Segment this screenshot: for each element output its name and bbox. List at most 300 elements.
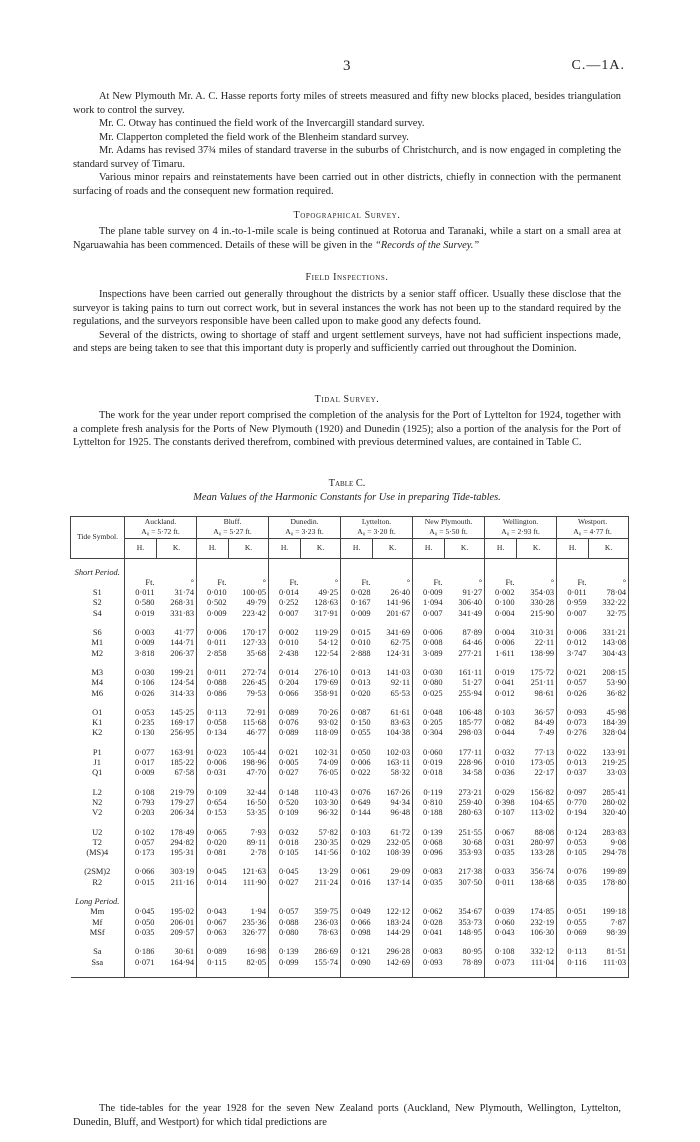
table-row [71, 947, 629, 957]
amplitude-value: 0·069 [567, 927, 587, 937]
footer-section [73, 1102, 621, 1130]
amplitude-value: 0·007 [278, 608, 299, 618]
spacer-cell [229, 739, 269, 748]
phase-value: 46·77 [229, 728, 269, 738]
amplitude-value: 0·081 [206, 848, 227, 858]
tide-symbol: M6 [71, 689, 125, 699]
amplitude-value: 0·055 [567, 917, 587, 927]
phase-value: 358·91 [301, 689, 341, 699]
amplitude-value: 0·113 [207, 707, 227, 717]
spacer-cell [71, 938, 125, 947]
tide-symbol: O1 [71, 708, 125, 718]
amplitude-value: 0·121 [351, 947, 371, 957]
spacer-cell [445, 558, 485, 568]
spacer-cell [71, 739, 125, 748]
tide-symbol: S2 [71, 598, 125, 608]
phase-value: 96·32 [301, 808, 341, 818]
phase-value: 296·28 [373, 947, 413, 957]
amplitude-value: 0·048 [423, 707, 443, 717]
paragraph: At New Plymouth Mr. A. C. Hasse reports forty miles of streets measured and fifty new blocks placed, besides triangulation work to control the survey. [73, 91, 621, 116]
spacer-cell [301, 897, 341, 907]
spacer-cell [589, 619, 629, 628]
amplitude-value: 0·016 [351, 877, 371, 887]
phase-value: 356·74 [517, 867, 557, 877]
amplitude-value: 0·021 [567, 667, 587, 677]
paragraph: Mr. Clapperton completed the field work of the Blenheim standard survey. [99, 131, 409, 143]
phase-value: 61·61 [373, 708, 413, 718]
spacer-cell [557, 779, 589, 788]
station-header [269, 517, 341, 539]
amplitude-value: 0·033 [495, 867, 515, 877]
phase-value: 7·49 [517, 728, 557, 738]
amplitude-value: 0·006 [423, 628, 443, 638]
station-name: Wellington. [502, 517, 539, 526]
unit-degree: ° [229, 578, 269, 588]
amplitude-value: 0·108 [495, 947, 515, 957]
amplitude-value: 0·088 [278, 917, 299, 927]
station-header-row [71, 517, 629, 539]
table-row [71, 638, 629, 648]
phase-value: 104·65 [517, 798, 557, 808]
tide-symbol: MSf [71, 928, 125, 938]
spacer-row [71, 619, 629, 628]
tide-symbol: N2 [71, 798, 125, 808]
phase-value: 163·91 [157, 748, 197, 758]
phase-value: 110·43 [301, 788, 341, 798]
spacer-cell [157, 858, 197, 867]
spacer-cell [269, 739, 301, 748]
amplitude-value: 0·580 [134, 598, 155, 608]
amplitude-value: 0·062 [423, 907, 443, 917]
spacer-cell [197, 558, 229, 568]
amplitude-value: 0·006 [351, 758, 371, 768]
spacer-cell [517, 819, 557, 828]
phase-value: 219·25 [589, 758, 629, 768]
spacer-cell [301, 819, 341, 828]
spacer-cell [125, 938, 157, 947]
unit-ft: Ft. [289, 577, 299, 587]
table-row [71, 867, 629, 877]
spacer-cell [341, 619, 373, 628]
phase-value: 306·40 [445, 598, 485, 608]
amplitude-value: 0·017 [134, 758, 155, 768]
amplitude-value: 0·014 [278, 667, 299, 677]
phase-value: 51·27 [445, 678, 485, 688]
phase-value: 177·11 [445, 748, 485, 758]
phase-value: 98·39 [589, 928, 629, 938]
spacer-cell [373, 938, 413, 947]
phase-value: 230·35 [301, 838, 341, 848]
amplitude-value: 0·105 [567, 848, 587, 858]
amplitude-value: 0·011 [495, 877, 515, 887]
phase-value: 236·03 [301, 918, 341, 928]
amplitude-value: 0·006 [567, 628, 587, 638]
amplitude-value: 3·818 [134, 648, 155, 658]
amplitude-value: 0·049 [351, 907, 371, 917]
amplitude-value: 0·006 [495, 638, 515, 648]
spacer-cell [557, 619, 589, 628]
amplitude-value: 0·020 [351, 688, 371, 698]
phase-value: 79·53 [229, 689, 269, 699]
phase-value: 209·57 [157, 928, 197, 938]
spacer-cell [341, 568, 373, 578]
phase-value: 16·98 [229, 947, 269, 957]
amplitude-value: 0·043 [495, 927, 515, 937]
phase-value: 53·90 [589, 678, 629, 688]
phase-value: 156·82 [517, 788, 557, 798]
unit-ft: Ft. [577, 577, 587, 587]
phase-value: 29·09 [373, 867, 413, 877]
spacer-cell [301, 619, 341, 628]
spacer-cell [341, 699, 373, 708]
amplitude-value: 0·013 [351, 667, 371, 677]
column-k: K. [157, 538, 197, 558]
phase-value: 326·77 [229, 928, 269, 938]
spacer-cell [269, 699, 301, 708]
column-k: K. [301, 538, 341, 558]
phase-value: 228·96 [445, 758, 485, 768]
spacer-cell [197, 888, 229, 897]
amplitude-value: 0·119 [423, 787, 443, 797]
spacer-cell [71, 968, 125, 978]
amplitude-value: 0·037 [567, 768, 587, 778]
spacer-cell [125, 819, 157, 828]
spacer-cell [413, 568, 445, 578]
phase-value: 65·53 [373, 689, 413, 699]
spacer-cell [485, 968, 517, 978]
spacer-cell [229, 968, 269, 978]
amplitude-value: 0·060 [423, 747, 443, 757]
phase-value: 353·73 [445, 918, 485, 928]
spacer-cell [413, 699, 445, 708]
spacer-cell [517, 739, 557, 748]
amplitude-value: 0·045 [134, 907, 155, 917]
tide-symbol: M2 [71, 649, 125, 659]
amplitude-value: 2·858 [206, 648, 227, 658]
spacer-cell [485, 739, 517, 748]
phase-value: 164·94 [157, 958, 197, 968]
spacer-cell [125, 659, 157, 668]
amplitude-value: 0·793 [134, 797, 155, 807]
amplitude-value: 0·007 [423, 608, 443, 618]
tide-symbol: L2 [71, 788, 125, 798]
phase-value: 332·12 [517, 947, 557, 957]
amplitude-value: 0·050 [134, 917, 155, 927]
phase-value: 285·41 [589, 788, 629, 798]
tide-symbol: M1 [71, 638, 125, 648]
tide-symbol-header: Tide Symbol. [71, 517, 125, 559]
phase-value: 111·90 [229, 878, 269, 888]
spacer-cell [341, 659, 373, 668]
column-k: K. [589, 538, 629, 558]
amplitude-value: 0·959 [567, 598, 587, 608]
tide-symbol: Mm [71, 907, 125, 917]
station-a0: A₀ = 5·27 ft. [213, 527, 252, 537]
spacer-cell [229, 568, 269, 578]
phase-value: 272·74 [229, 668, 269, 678]
phase-value: 167·26 [373, 788, 413, 798]
column-h: H. [341, 538, 373, 558]
spacer-cell [373, 819, 413, 828]
spacer-cell [485, 699, 517, 708]
amplitude-value: 0·115 [207, 957, 227, 967]
table-row [71, 907, 629, 917]
spacer-cell [445, 897, 485, 907]
tide-symbol: (MS)4 [71, 848, 125, 858]
spacer-cell [517, 619, 557, 628]
amplitude-value: 1·094 [423, 598, 443, 608]
phase-value: 98·61 [517, 689, 557, 699]
station-a0: A₀ = 5·50 ft. [429, 527, 468, 537]
unit-ft: Ft. [361, 577, 371, 587]
spacer-cell [157, 888, 197, 897]
spacer-cell [157, 739, 197, 748]
table-row [71, 689, 629, 699]
phase-value: 57·82 [301, 828, 341, 838]
amplitude-value: 0·020 [206, 837, 227, 847]
amplitude-value: 0·019 [423, 758, 443, 768]
amplitude-value: 1·611 [495, 648, 515, 658]
amplitude-value: 0·139 [278, 947, 299, 957]
tide-symbol: Ssa [71, 958, 125, 968]
phase-value: 102·31 [301, 748, 341, 758]
spacer-cell [485, 897, 517, 907]
table-row [71, 748, 629, 758]
phase-value: 198·96 [229, 758, 269, 768]
amplitude-value: 0·113 [567, 947, 587, 957]
unit-degree: ° [373, 578, 413, 588]
phase-value: 280·63 [445, 808, 485, 818]
phase-value: 320·40 [589, 808, 629, 818]
table-row [71, 768, 629, 778]
spacer-cell [445, 619, 485, 628]
spacer-cell [485, 938, 517, 947]
phase-value: 276·10 [301, 668, 341, 678]
amplitude-value: 0·035 [134, 927, 155, 937]
phase-value: 45·98 [589, 708, 629, 718]
spacer-cell [589, 938, 629, 947]
table-row [71, 808, 629, 818]
amplitude-value: 3·747 [567, 648, 587, 658]
spacer-cell [301, 659, 341, 668]
amplitude-value: 0·009 [134, 768, 155, 778]
station-name: New Plymouth. [424, 517, 473, 526]
phase-value: 106·30 [517, 928, 557, 938]
table-row [71, 708, 629, 718]
unit-degree: ° [445, 578, 485, 588]
spacer-cell [157, 938, 197, 947]
phase-value: 141·96 [373, 598, 413, 608]
amplitude-value: 0·022 [567, 747, 587, 757]
phase-value: 113·02 [517, 808, 557, 818]
phase-value: 30·61 [157, 947, 197, 957]
spacer-cell [71, 819, 125, 828]
spacer-cell [229, 659, 269, 668]
station-name: Lyttelton. [361, 517, 392, 526]
field-inspections-section [73, 288, 621, 356]
amplitude-value: 0·032 [495, 747, 515, 757]
phase-value: 277·21 [445, 649, 485, 659]
phase-value: 138·99 [517, 649, 557, 659]
tide-symbol: Mf [71, 918, 125, 928]
spacer-cell [157, 968, 197, 978]
spacer-cell [485, 659, 517, 668]
spacer-cell [589, 739, 629, 748]
spacer-cell [269, 659, 301, 668]
amplitude-value: 0·134 [206, 728, 227, 738]
unit-degree: ° [157, 578, 197, 588]
hk-header-row [71, 538, 629, 558]
phase-value: 307·50 [445, 878, 485, 888]
amplitude-value: 0·035 [567, 877, 587, 887]
spacer-cell [413, 938, 445, 947]
spacer-cell [413, 779, 445, 788]
spacer-cell [517, 858, 557, 867]
amplitude-value: 0·022 [351, 768, 371, 778]
spacer-cell [485, 558, 517, 568]
phase-value: 211·24 [301, 878, 341, 888]
amplitude-value: 0·067 [206, 917, 227, 927]
spacer-cell [373, 858, 413, 867]
amplitude-value: 0·205 [423, 718, 443, 728]
phase-value: 47·70 [229, 768, 269, 778]
amplitude-value: 0·029 [495, 787, 515, 797]
paragraph-text: The plane table survey on 4 in.-to-1-mile scale is being continued at Rotorua and Taranaki, while a start on a small area at Ngaruawahia has been commenced. Details of these will be given in the [73, 226, 621, 251]
phase-value: 80·95 [445, 947, 485, 957]
records-reference: “Records of the Survey.” [375, 239, 480, 251]
phase-value: 232·19 [517, 918, 557, 928]
spacer-row [71, 739, 629, 748]
phase-value: 87·89 [445, 628, 485, 638]
amplitude-value: 0·398 [495, 797, 515, 807]
spacer-cell [373, 699, 413, 708]
phase-value: 268·31 [157, 598, 197, 608]
spacer-cell [157, 779, 197, 788]
station-a0: A₀ = 5·72 ft. [141, 527, 180, 537]
spacer-cell [125, 699, 157, 708]
amplitude-value: 0·012 [495, 688, 515, 698]
amplitude-value: 0·139 [423, 827, 443, 837]
phase-value: 7·93 [229, 828, 269, 838]
spacer-cell [301, 888, 341, 897]
phase-value: 303·19 [157, 867, 197, 877]
phase-value: 102·03 [373, 748, 413, 758]
amplitude-value: 0·090 [351, 957, 371, 967]
phase-value: 33·03 [589, 768, 629, 778]
phase-value: 235·36 [229, 918, 269, 928]
amplitude-value: 0·194 [567, 808, 587, 818]
amplitude-value: 0·099 [278, 957, 299, 967]
spacer-cell [71, 619, 125, 628]
unit-degree: ° [301, 578, 341, 588]
amplitude-value: 0·088 [206, 678, 227, 688]
spacer-cell [125, 968, 157, 978]
spacer-cell [557, 739, 589, 748]
amplitude-value: 0·008 [423, 638, 443, 648]
spacer-cell [557, 968, 589, 978]
phase-value: 36·82 [589, 689, 629, 699]
phase-value: 310·31 [517, 628, 557, 638]
tide-symbol: U2 [71, 828, 125, 838]
amplitude-value: 0·018 [423, 768, 443, 778]
spacer-cell [445, 968, 485, 978]
topographical-section [73, 225, 621, 252]
amplitude-value: 0·031 [206, 768, 227, 778]
amplitude-value: 0·109 [278, 808, 299, 818]
spacer-cell [589, 897, 629, 907]
spacer-cell [197, 968, 229, 978]
amplitude-value: 0·116 [567, 957, 587, 967]
phase-value: 206·01 [157, 918, 197, 928]
amplitude-value: 0·044 [495, 728, 515, 738]
spacer-cell [71, 858, 125, 867]
amplitude-value: 0·066 [351, 917, 371, 927]
spacer-cell [197, 568, 229, 578]
phase-value: 13·29 [301, 867, 341, 877]
amplitude-value: 0·186 [134, 947, 155, 957]
phase-value: 77·13 [517, 748, 557, 758]
spacer-cell [413, 659, 445, 668]
amplitude-value: 0·004 [495, 628, 515, 638]
tidal-survey-heading: Tidal Survey. [314, 394, 380, 405]
amplitude-value: 0·028 [351, 588, 371, 598]
phase-value: 78·04 [589, 588, 629, 598]
amplitude-value: 0·009 [423, 588, 443, 598]
spacer-cell [157, 897, 197, 907]
spacer-cell [517, 558, 557, 568]
amplitude-value: 0·055 [351, 728, 371, 738]
phase-value: 92·11 [373, 678, 413, 688]
spacer-cell [229, 819, 269, 828]
amplitude-value: 0·098 [351, 927, 371, 937]
spacer-cell [445, 659, 485, 668]
page-header [0, 58, 700, 78]
spacer-cell [125, 897, 157, 907]
spacer-cell [197, 819, 229, 828]
amplitude-value: 0·027 [278, 877, 299, 887]
paragraph [73, 225, 621, 252]
table-row [71, 798, 629, 808]
phase-value: 118·09 [301, 728, 341, 738]
amplitude-value: 0·010 [206, 588, 227, 598]
spacer-cell [373, 568, 413, 578]
amplitude-value: 0·520 [278, 797, 299, 807]
spacer-cell [485, 888, 517, 897]
table-row [71, 848, 629, 858]
column-h: H. [485, 538, 517, 558]
amplitude-value: 2·888 [351, 648, 371, 658]
spacer-cell [557, 659, 589, 668]
spacer-cell [341, 938, 373, 947]
amplitude-value: 0·031 [495, 837, 515, 847]
phase-value: 49·79 [229, 598, 269, 608]
station-header [125, 517, 197, 539]
phase-value: 148·95 [445, 928, 485, 938]
amplitude-value: 0·770 [567, 797, 587, 807]
spacer-cell [301, 558, 341, 568]
intro-section [73, 90, 621, 198]
spacer-cell [197, 739, 229, 748]
phase-value: 36·57 [517, 708, 557, 718]
spacer-cell [71, 699, 125, 708]
spacer-cell [197, 858, 229, 867]
table-row [71, 628, 629, 638]
spacer-cell [269, 858, 301, 867]
phase-value: 280·02 [589, 798, 629, 808]
amplitude-value: 0·097 [567, 787, 587, 797]
amplitude-value: 0·018 [278, 837, 299, 847]
amplitude-value: 0·203 [134, 808, 155, 818]
